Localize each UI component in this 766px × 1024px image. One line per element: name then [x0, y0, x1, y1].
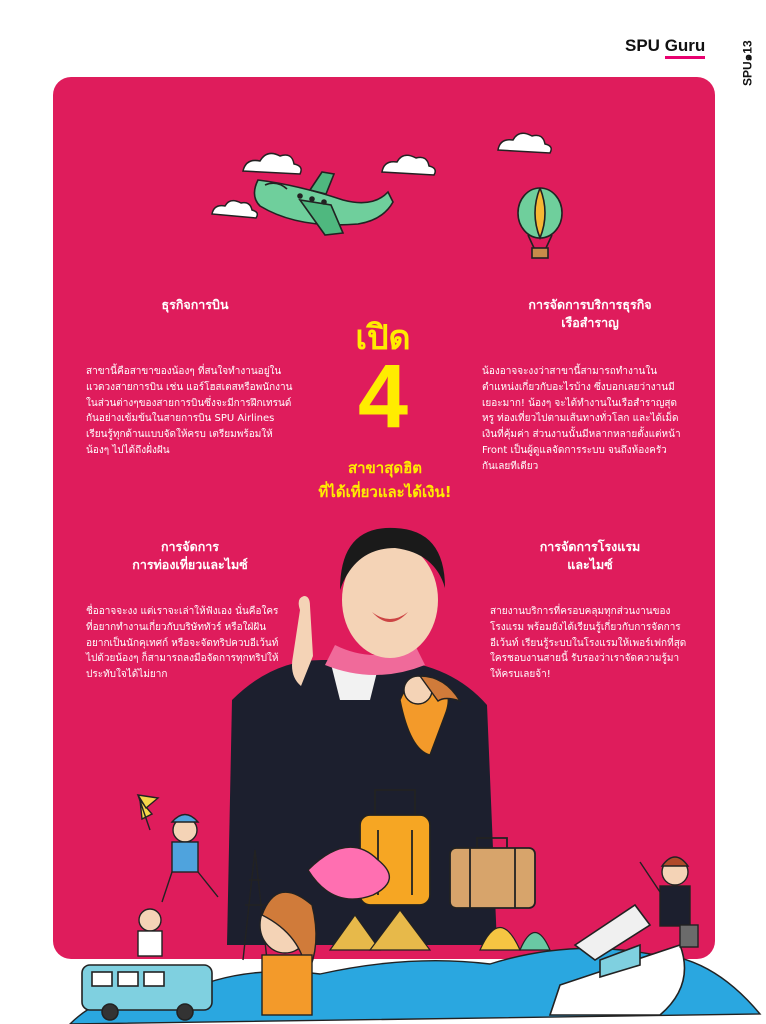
body-line: ให้ครบเลยจ้า! — [490, 669, 551, 681]
cloud-icon — [243, 153, 301, 174]
section-heading-tourism — [90, 538, 290, 574]
cartoon-characters — [640, 857, 698, 947]
body-line: อยากเป็นนักคุเทศก์ หรือจะจัดทริปควบอีเว้นท์ — [86, 637, 279, 649]
section-heading-line: การจัดการโรงแรม — [539, 539, 641, 554]
brand-prefix: SPU — [625, 36, 660, 55]
body-line: กันอย่างเข้มข้นในสายการบิน SPU Airlines — [86, 413, 275, 425]
cartoon-characters — [138, 800, 218, 956]
cloud-icon — [498, 133, 551, 153]
cloud-icon — [212, 201, 257, 218]
body-line: ใครชอบงานสายนี้ รับรองว่าเราจัดความรู้มา — [490, 653, 680, 665]
section-heading-line: การจัดการ — [160, 539, 220, 554]
body-line: กันเลยทีเดียว — [482, 460, 539, 472]
section-heading-line: การท่องเที่ยวและไมซ์ — [132, 557, 248, 573]
section-heading-airline — [100, 296, 290, 314]
section-body-tourism — [86, 604, 296, 683]
body-line: สายงานบริการที่ครอบคลุมทุกส่วนงานของ — [490, 606, 671, 617]
body-line: น้องอาจจะงงว่าสาขานี้สามารถทำงานใน — [482, 366, 658, 377]
section-heading-line: เรือสำราญ — [561, 315, 619, 331]
body-line: ชื่ออาจจะงง แต่เราจะเล่าให้ฟังเอง นั่นคือใคร — [86, 606, 279, 617]
title-line-2: ที่ได้เที่ยวและได้เงิน! — [318, 483, 452, 501]
section-heading-hotel — [490, 538, 690, 574]
body-line: สาขานี้คือสาขาของน้องๆ ที่สนใจทำงานอยู่ใน — [86, 366, 282, 377]
body-line: ในส่วนต่างๆของสายการบินซึ่งจะมีการฝึกเทรนด์ — [86, 397, 292, 409]
page-number: SPU๑13 — [740, 40, 755, 86]
airplane-icon — [254, 172, 393, 235]
title-line-1: สาขาสุดฮิต — [347, 459, 423, 477]
hot-air-balloon-icon — [518, 188, 562, 258]
title-subtitle — [290, 456, 480, 504]
body-line: ประทับใจได้ไม่ยาก — [86, 669, 168, 681]
suitcase-icon — [450, 838, 535, 908]
section-heading-cruise — [480, 296, 700, 332]
section-heading-line: การจัดการบริการธุรกิจ — [528, 297, 652, 312]
body-line: เยอะมาก! น้องๆ จะได้ทำงานในเรือสำราญสุด — [482, 397, 678, 409]
section-body-airline — [86, 364, 296, 459]
body-line: เรียนรู้ทุกด้านแบบจัดให้ครบ เตรียมพร้อมให้ — [86, 429, 273, 441]
cloud-icon — [382, 155, 435, 175]
section-body-hotel — [490, 604, 700, 683]
cartoon-characters — [260, 892, 316, 1015]
body-line: แวดวงสายการบิน เช่น แอร์โฮสเตสหรือพนักงาน — [86, 381, 293, 393]
body-line: หรู ท่องเที่ยวไปตามเส้นทางทั่วโลก และได้เม็ด — [482, 413, 679, 425]
body-line: ไปด้วยน้องๆ ก็สามารถลงมือจัดการทุกทริปให้ — [86, 653, 279, 665]
section-heading-line: ธุรกิจการบิน — [161, 297, 229, 312]
title-number: 4 — [357, 347, 409, 447]
body-line: ตำแหน่งเกี่ยวกับอะไรบ้าง ซึ่งบอกเลยว่างานมี — [482, 381, 675, 393]
body-line: ที่อยากทำงานเกี่ยวกับบริษัททัวร์ หรือใฝ่ฝัน — [86, 621, 267, 633]
title-open: เปิด — [355, 318, 411, 358]
body-line: อีเว้นท์ เรียนรู้ระบบในโรงแรมให้เพอร์เฟกที่สุด — [490, 637, 687, 649]
section-body-cruise — [482, 364, 702, 475]
body-line: Front เป็นผู้ดูแลจัดการระบบ จนถึงห้องครัว — [482, 444, 667, 456]
body-line: น้องๆ ไปได้ถึงฝั่งฝัน — [86, 444, 170, 456]
body-line: โรงแรม พร้อมยังได้เรียนรู้เกี่ยวกับการจัดการ — [490, 621, 681, 633]
section-heading-line: และไมซ์ — [567, 557, 613, 573]
brand-suffix: Guru — [665, 36, 706, 59]
body-line: เงินที่คุ้มค่า ส่วนงานนั้นมีหลากหลายตั้งแต่หน้า — [482, 429, 681, 441]
